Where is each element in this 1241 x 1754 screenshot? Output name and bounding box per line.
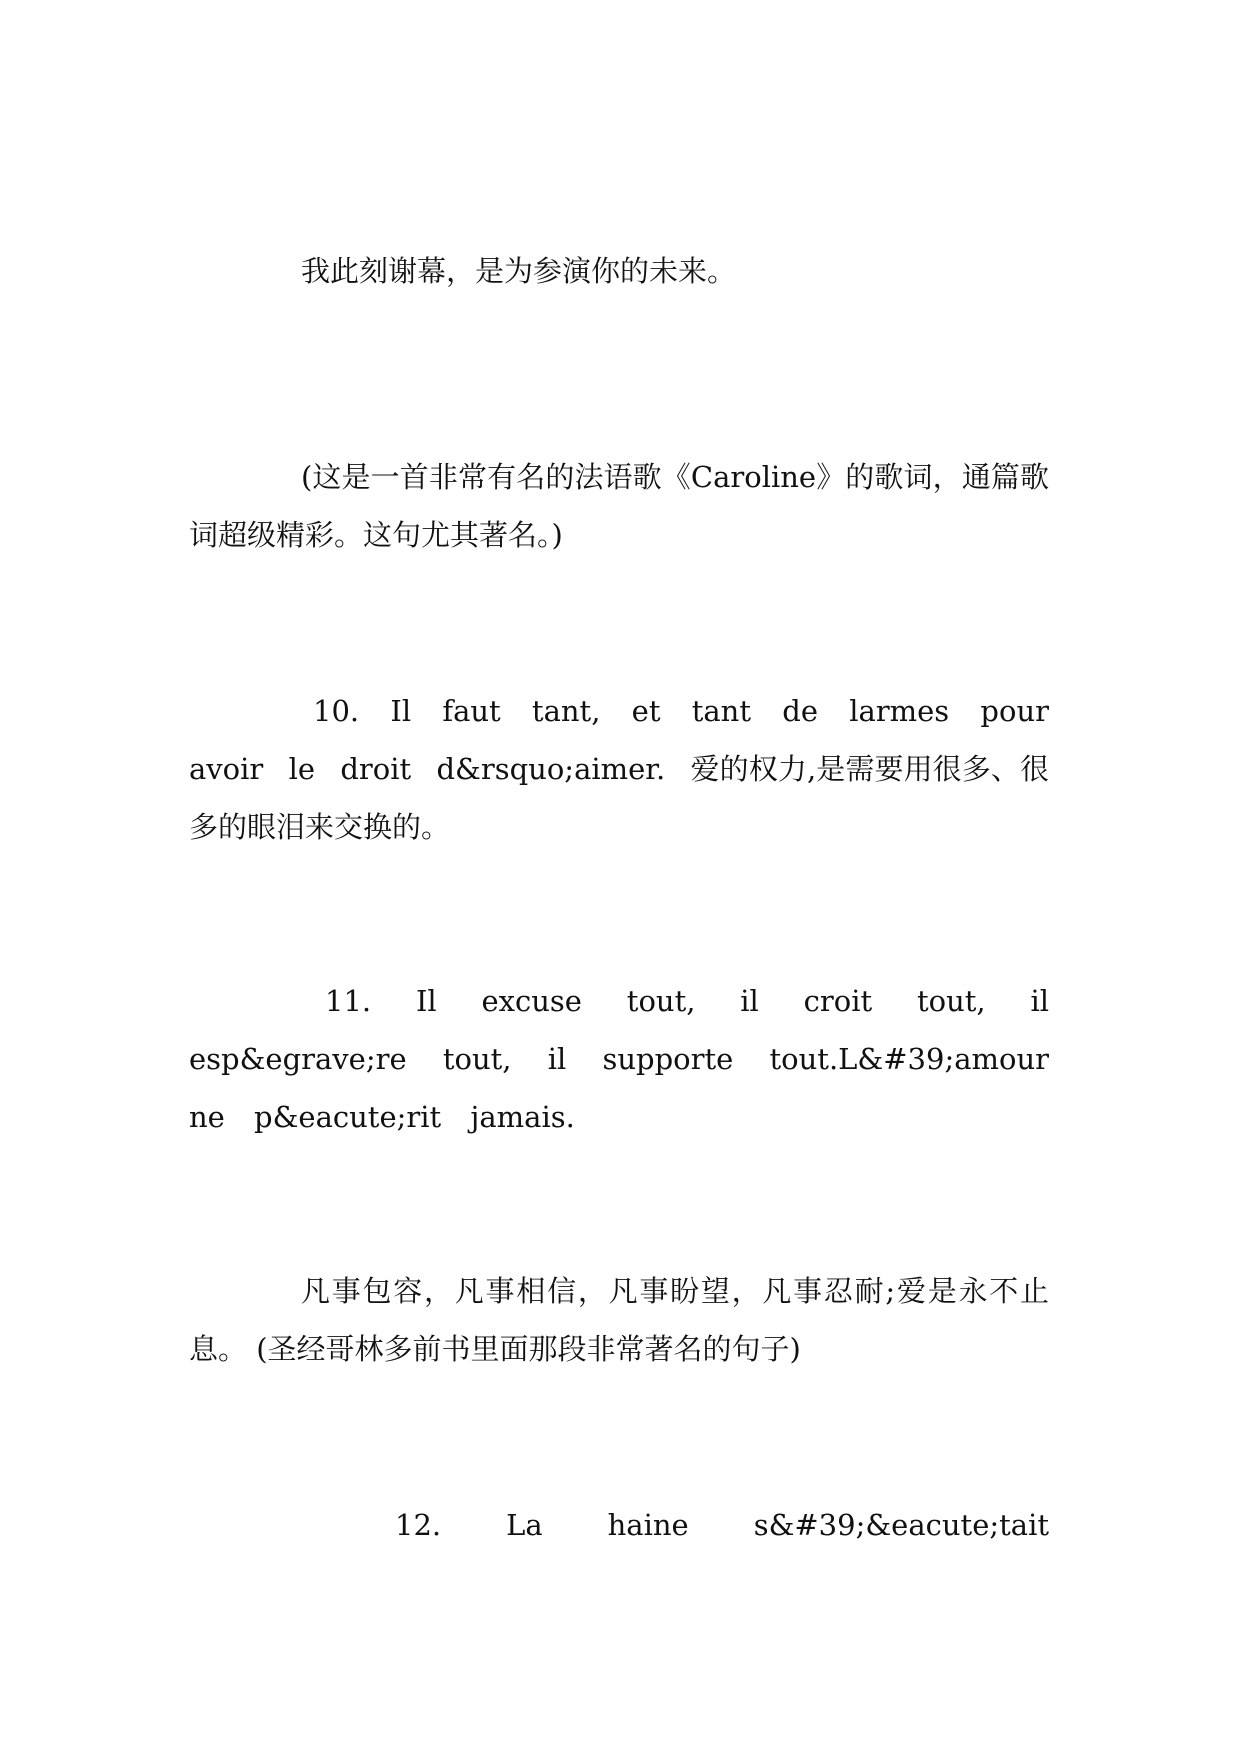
- quote-12-number: 12.: [395, 1508, 442, 1542]
- paragraph-quote-11: 11. Il excuse tout, il croit tout, il esp&egrave;re tout, il supporte tout.L&#39;amour ne p&eacute;rit jamais.: [189, 984, 1049, 1134]
- quote-12-word-la: La: [506, 1508, 543, 1542]
- paragraph-curtain-call: 我此刻谢幕，是为参演你的未来。: [301, 254, 737, 288]
- paragraph-bible-translation: 凡事包容，凡事相信，凡事盼望，凡事忍耐;爱是永不止息。 (圣经哥林多前书里面那段非常著名的句子): [189, 1274, 1049, 1366]
- paragraph-quote-10: 10. Il faut tant, et tant de larmes pour avoir le droit d&rsquo;aimer. 爱的权力,是需要用很多、很多的眼泪来交换的。: [189, 694, 1049, 844]
- quote-12-word-setait: s&#39;&eacute;tait: [753, 1508, 1049, 1542]
- paragraph-caroline-note: (这是一首非常有名的法语歌《Caroline》的歌词，通篇歌词超级精彩。这句尤其著名。): [189, 460, 1049, 552]
- paragraph-quote-12-start: [189, 1496, 1049, 1554]
- quote-12-word-haine: haine: [607, 1508, 689, 1542]
